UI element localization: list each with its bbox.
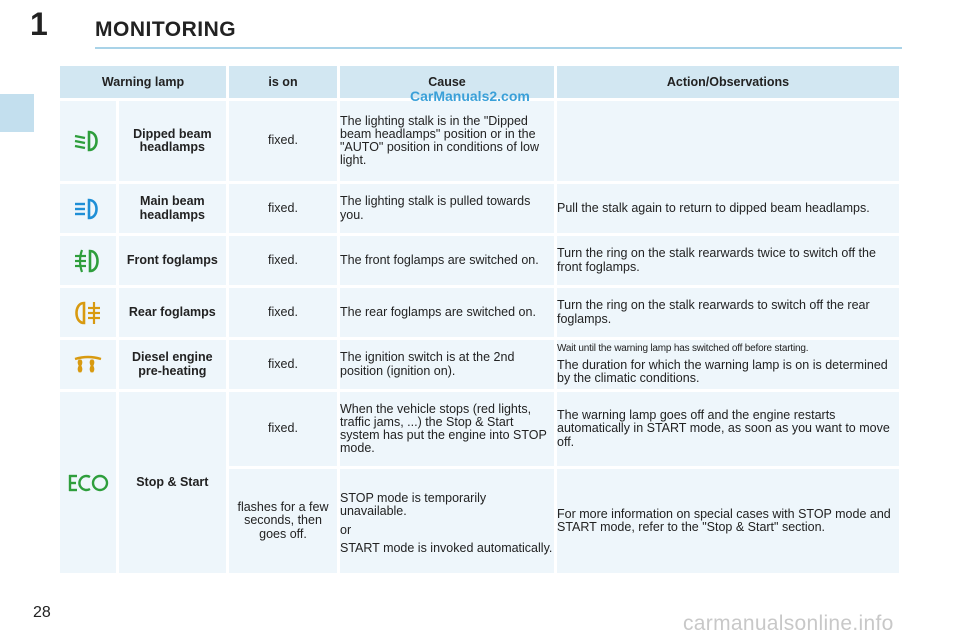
header-warning-lamp: Warning lamp bbox=[60, 66, 226, 98]
lamp-name: Front foglamps bbox=[119, 236, 226, 285]
watermark-top: CarManuals2.com bbox=[410, 88, 530, 104]
table-row bbox=[60, 392, 899, 466]
lamp-cause: The front foglamps are switched on. bbox=[340, 236, 554, 285]
table-row bbox=[60, 288, 899, 337]
lamp-cause: The ignition switch is at the 2nd position (ignition on). bbox=[340, 340, 554, 389]
lamp-action: Pull the stalk again to return to dipped beam headlamps. bbox=[557, 184, 899, 233]
title-divider bbox=[95, 47, 902, 49]
lamp-state: fixed. bbox=[229, 236, 337, 285]
chapter-side-tab bbox=[0, 94, 34, 132]
lamp-cause-line: or bbox=[340, 522, 352, 537]
lamp-cause: The lighting stalk is in the "Dipped beam headlamps" position or in the "AUTO" position in conditions of low light. bbox=[340, 101, 554, 181]
page-number: 28 bbox=[33, 604, 51, 621]
table-row bbox=[60, 236, 899, 285]
lamp-action: Turn the ring on the stalk rearwards to switch off the rear foglamps. bbox=[557, 288, 899, 337]
header-cause: Cause bbox=[340, 66, 554, 98]
table-row bbox=[60, 184, 899, 233]
watermark-bottom: carmanualsonline.info bbox=[683, 612, 894, 635]
warning-lamp-table bbox=[57, 63, 902, 576]
rear-foglamp-icon bbox=[60, 288, 116, 337]
main-beam-icon bbox=[60, 184, 116, 233]
table-row bbox=[60, 101, 899, 181]
page-title: MONITORING bbox=[95, 18, 237, 41]
lamp-action: The warning lamp goes off and the engine restarts automatically in START mode, as soon as you want to move off. bbox=[557, 392, 899, 466]
lamp-action: Turn the ring on the stalk rearwards twice to switch off the front foglamps. bbox=[557, 236, 899, 285]
front-foglamp-icon bbox=[60, 236, 116, 285]
lamp-cause bbox=[340, 469, 554, 573]
lamp-cause: The lighting stalk is pulled towards you. bbox=[340, 184, 554, 233]
chapter-number: 1 bbox=[30, 6, 48, 42]
lamp-name: Main beam headlamps bbox=[119, 184, 226, 233]
lamp-cause: When the vehicle stops (red lights, traffic jams, ...) the Stop & Start system has put the engine into STOP mode. bbox=[340, 392, 554, 466]
header-is-on: is on bbox=[229, 66, 337, 98]
lamp-state: fixed. bbox=[229, 392, 337, 466]
lamp-cause-line: STOP mode is temporarily unavailable. bbox=[340, 491, 487, 519]
lamp-action bbox=[557, 340, 899, 389]
lamp-state: fixed. bbox=[229, 184, 337, 233]
table-row bbox=[60, 340, 899, 389]
lamp-name: Rear foglamps bbox=[119, 288, 226, 337]
header-action: Action/Observations bbox=[557, 66, 899, 98]
lamp-name: Diesel engine pre-heating bbox=[119, 340, 226, 389]
eco-icon bbox=[60, 392, 116, 573]
lamp-action-text: The duration for which the warning lamp is on is determined by the climatic conditions. bbox=[557, 358, 888, 386]
preheating-icon bbox=[60, 340, 116, 389]
lamp-state: fixed. bbox=[229, 101, 337, 181]
lamp-state: fixed. bbox=[229, 288, 337, 337]
lamp-name: Dipped beam headlamps bbox=[119, 101, 226, 181]
lamp-state: flashes for a few seconds, then goes off. bbox=[229, 469, 337, 573]
lamp-action-note: Wait until the warning lamp has switched off before starting. bbox=[557, 342, 809, 354]
lamp-action: For more information on special cases with STOP mode and START mode, refer to the "Stop & Start" section. bbox=[557, 469, 899, 573]
lamp-cause: The rear foglamps are switched on. bbox=[340, 288, 554, 337]
lamp-state: fixed. bbox=[229, 340, 337, 389]
dipped-beam-icon bbox=[60, 101, 116, 181]
lamp-cause-line: START mode is invoked automatically. bbox=[340, 540, 553, 555]
lamp-action bbox=[557, 101, 899, 181]
lamp-name: Stop & Start bbox=[119, 392, 226, 573]
